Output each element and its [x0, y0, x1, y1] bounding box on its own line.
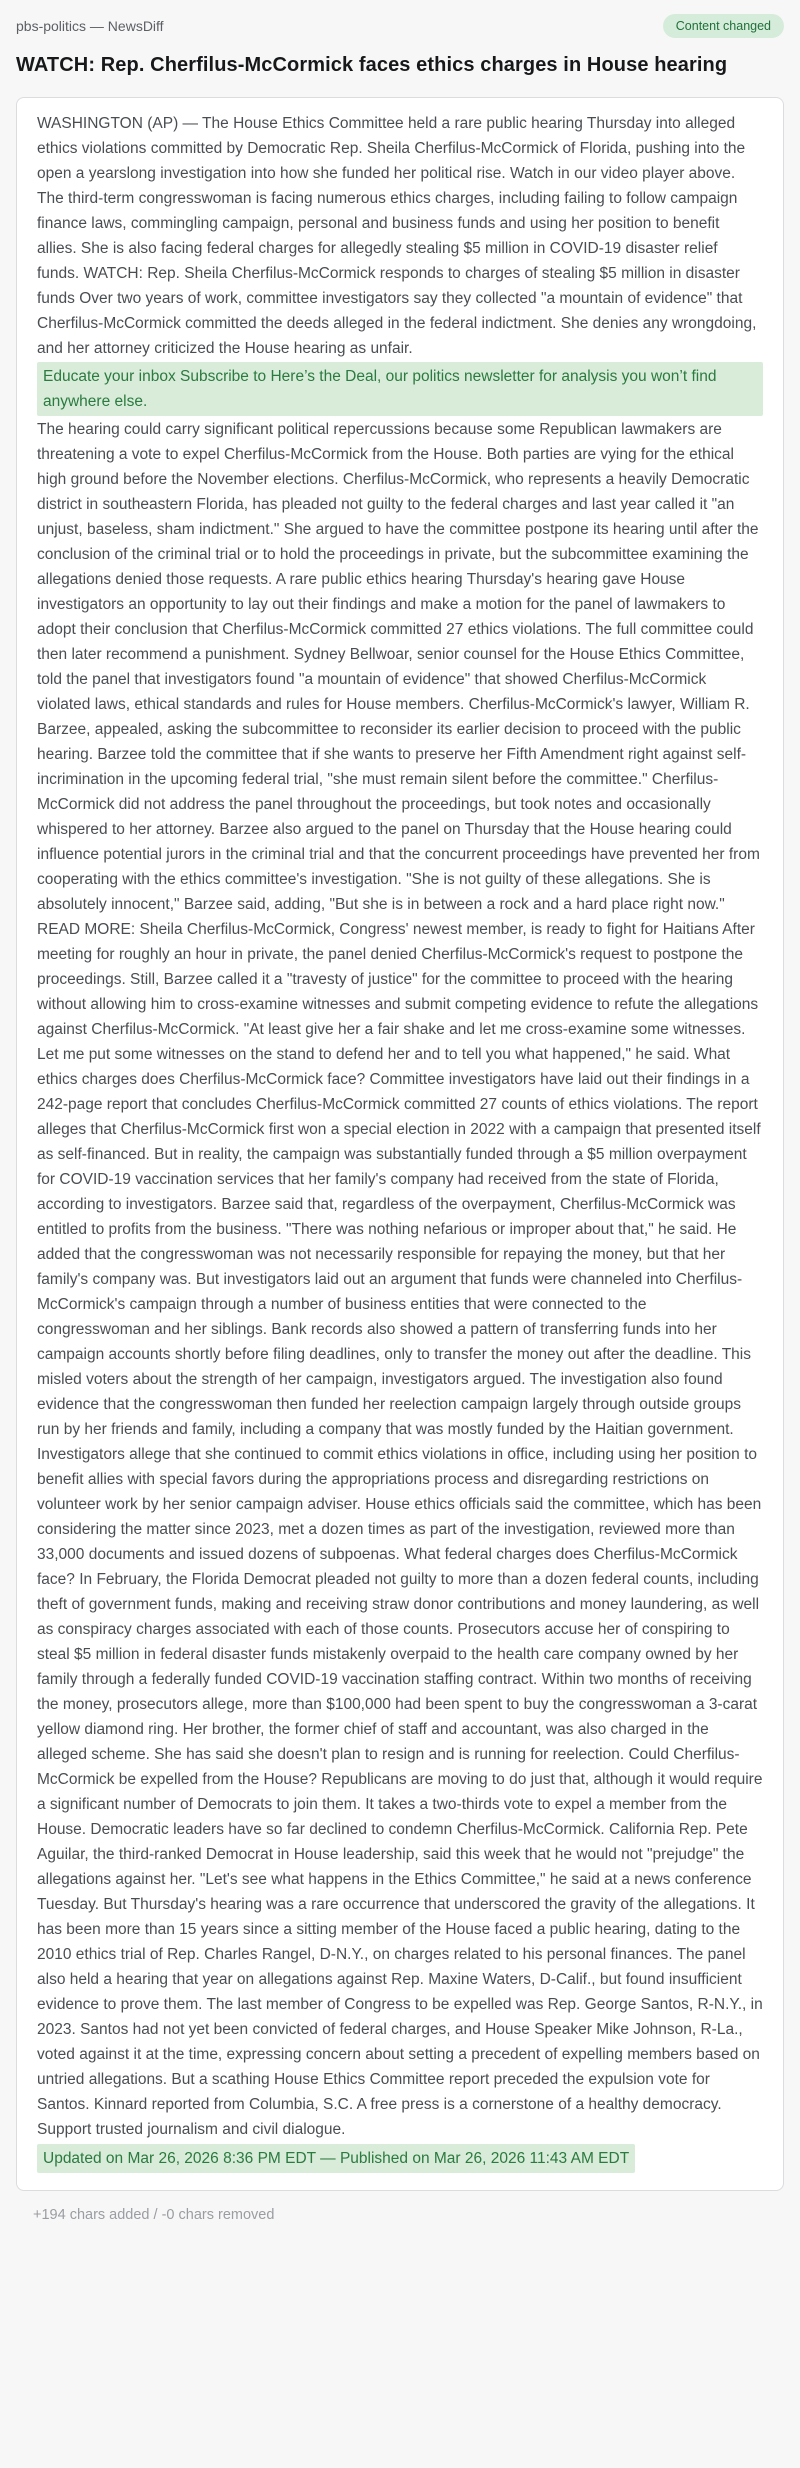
diff-summary: +194 chars added / -0 chars removed — [33, 2207, 275, 2223]
added-text-block: Educate your inbox Subscribe to Here’s the Deal, our politics newsletter for analysis you won’t find anywhere else. — [37, 362, 763, 416]
page-title: WATCH: Rep. Cherfilus-McCormick faces ethics charges in House hearing — [16, 54, 728, 76]
source-label: pbs-politics — NewsDiff — [16, 18, 164, 34]
status-badge: Content changed — [663, 14, 784, 38]
article-body — [37, 111, 763, 2173]
article-diff-card — [16, 97, 784, 2191]
article-text-segment: WASHINGTON (AP) — The House Ethics Committee held a rare public hearing Thursday into alleged ethics violations committed by Democratic Rep. Sheila Cherfilus-McCormick of Florida, pushing into the open a yearslong investigation into how she funded her political rise. Watch in our video player above. The third-term congresswoman is facing numerous ethics charges, including failing to follow campaign finance laws, commingling campaign, personal and business funds and using her position to benefit allies. She is also facing federal charges for allegedly stealing $5 million in COVID-19 disaster relief funds. WATCH: Rep. Sheila Cherfilus-McCormick responds to charges of stealing $5 million in disaster funds Over two years of work, committee investigators say they collected "a mountain of evidence" that Cherfilus-McCormick committed the deeds alleged in the federal indictment. She denies any wrongdoing, and her attorney criticized the House hearing as unfair. — [37, 115, 757, 357]
added-timestamp-block: Updated on Mar 26, 2026 8:36 PM EDT — Published on Mar 26, 2026 11:43 AM EDT — [37, 2144, 635, 2173]
page-header — [16, 14, 784, 38]
article-text-segment: The hearing could carry significant political repercussions because some Republican lawmakers are threatening a vote to expel Cherfilus-McCormick from the House. Both parties are vying for the ethical high ground before the November elections. Cherfilus-McCormick, who represents a heavily Democratic district in southeastern Florida, has pleaded not guilty to the federal charges and last year called it "an unjust, baseless, sham indictment." She argued to have the committee postpone its hearing until after the conclusion of the criminal trial or to hold the proceedings in private, but the subcommittee examining the allegations denied those requests. A rare public ethics hearing Thursday's hearing gave House investigators an opportunity to lay out their findings and make a motion for the panel of lawmakers to adopt their conclusion that Cherfilus-McCormick committed 27 ethics violations. The full committee could then later recommend a punishment. Sydney Bellwoar, senior counsel for the House Ethics Committee, told the panel that investigators found "a mountain of evidence" that showed Cherfilus-McCormick violated laws, ethical standards and rules for House members. Cherfilus-McCormick's lawyer, William R. Barzee, appealed, asking the subcommittee to reconsider its earlier decision to proceed with the public hearing. Barzee told the committee that if she wants to preserve her Fifth Amendment right against self-incrimination in the upcoming federal trial, "she must remain silent before the committee." Cherfilus-McCormick did not address the panel throughout the proceedings, but took notes and occasionally whispered to her attorney. Barzee also argued to the panel on Thursday that the House hearing could influence potential jurors in the criminal trial and that the concurrent proceedings have prevented her from cooperating with the ethics committee's investigation. "She is not guilty of these allegations. She is absolutely innocent," Barzee said, adding, "But she is in between a rock and a hard place right now." READ MORE: Sheila Cherfilus-McCormick, Congress' newest member, is ready to fight for Haitians After meeting for roughly an hour in private, the panel denied Cherfilus-McCormick's request to postpone the proceedings. Still, Barzee called it a "travesty of justice" for the committee to proceed with the hearing without allowing him to cross-examine witnesses and submit competing evidence to refute the allegations against Cherfilus-McCormick. "At least give her a fair shake and let me cross-examine some witnesses. Let me put some witnesses on the stand to defend her and to tell you what happened," he said. What ethics charges does Cherfilus-McCormick face? Committee investigators have laid out their findings in a 242-page report that concludes Cherfilus-McCormick committed 27 counts of ethics violations. The report alleges that Cherfilus-McCormick first won a special election in 2022 with a campaign that presented itself as self-financed. But in reality, the campaign was substantially funded through a $5 million overpayment for COVID-19 vaccination services that her family's company had received from the state of Florida, according to investigators. Barzee said that, regardless of the overpayment, Cherfilus-McCormick was entitled to profits from the business. "There was nothing nefarious or improper about that," he said. He added that the congresswoman was not necessarily responsible for repaying the money, but that her family's company was. But investigators laid out an argument that funds were channeled into Cherfilus-McCormick's campaign through a number of business entities that were connected to the congresswoman and her siblings. Bank records also showed a pattern of transferring funds into her campaign accounts shortly before filing deadlines, only to transfer the money out after the deadline. This misled voters about the strength of her campaign, investigators argued. The investigation also found evidence that the congresswoman then funded her reelection campaign largely through outside groups run by her friends and family, including a company that was mostly funded by the Haitian government. Investigators allege that she continued to commit ethics violations in office, including using her position to benefit allies with special favors during the appropriations process and disregarding restrictions on volunteer work by her senior campaign adviser. House ethics officials said the committee, which has been considering the matter since 2023, met a dozen times as part of the investigation, reviewed more than 33,000 documents and issued dozens of subpoenas. What federal charges does Cherfilus-McCormick face? In February, the Florida Democrat pleaded not guilty to more than a dozen federal counts, including theft of government funds, making and receiving straw donor contributions and money laundering, as well as conspiracy charges associated with each of those counts. Prosecutors accuse her of conspiring to steal $5 million in federal disaster funds mistakenly overpaid to the health care company owned by her family through a federally funded COVID-19 vaccination staffing contract. Within two months of receiving the money, prosecutors allege, more than $100,000 had been spent to buy the congresswoman a 3-carat yellow diamond ring. Her brother, the former chief of staff and accountant, was also charged in the alleged scheme. She has said she doesn't plan to resign and is running for reelection. Could Cherfilus-McCormick be expelled from the House? Republicans are moving to do just that, although it would require a significant number of Democrats to join them. It takes a two-thirds vote to expel a member from the House. Democratic leaders have so far declined to condemn Cherfilus-McCormick. California Rep. Pete Aguilar, the third-ranked Democrat in House leadership, said this week that he would not "prejudge" the allegations against her. "Let's see what happens in the Ethics Committee," he said at a news conference Tuesday. But Thursday's hearing was a rare occurrence that underscored the gravity of the allegations. It has been more than 15 years since a sitting member of the House faced a public hearing, dating to the 2010 ethics trial of Rep. Charles Rangel, D-N.Y., on charges related to his personal finances. The panel also held a hearing that year on allegations against Rep. Maxine Waters, D-Calif., but found insufficient evidence to prove them. The last member of Congress to be expelled was Rep. George Santos, R-N.Y., in 2023. Santos had not yet been convicted of federal charges, and House Speaker Mike Johnson, R-La., voted against it at the time, expressing concern about setting a precedent of expelling members based on untried allegations. But a scathing House Ethics Committee report preceded the expulsion vote for Santos. Kinnard reported from Columbia, S.C. A free press is a cornerstone of a healthy democracy. Support trusted journalism and civil dialogue. — [37, 421, 763, 2138]
